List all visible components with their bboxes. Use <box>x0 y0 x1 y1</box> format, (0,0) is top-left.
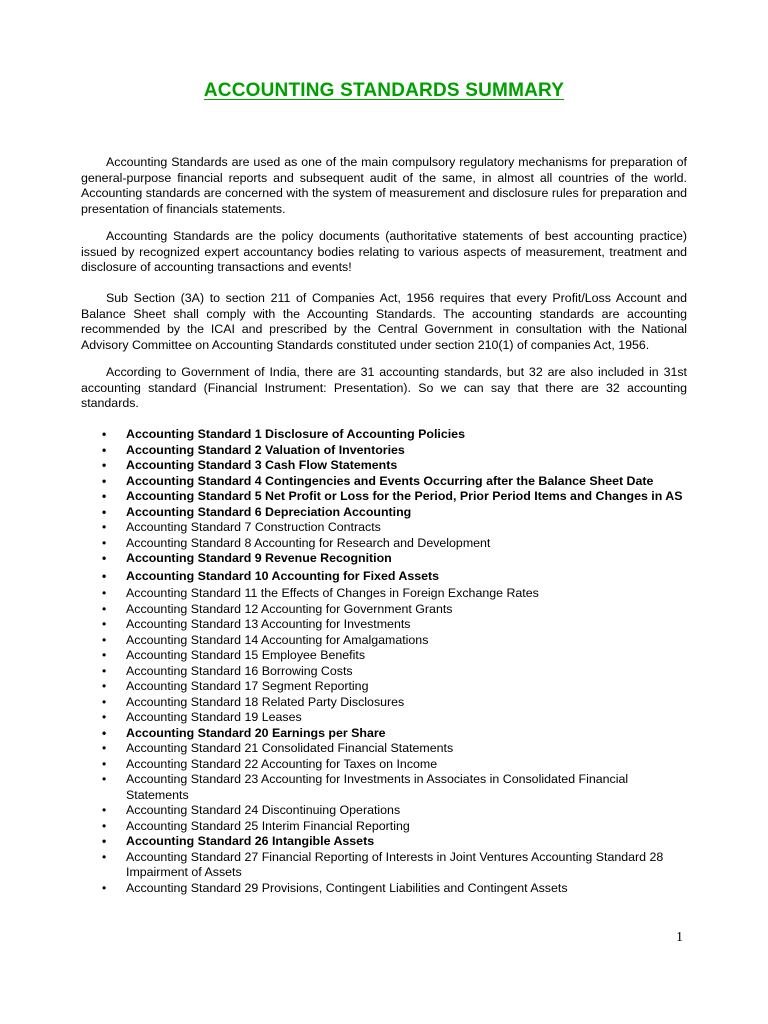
bullet-icon: • <box>102 617 107 631</box>
list-item <box>81 741 691 757</box>
list-item <box>81 834 691 850</box>
list-item <box>81 458 691 474</box>
list-item <box>81 536 691 552</box>
list-item <box>81 505 691 521</box>
bullet-icon: • <box>102 725 107 740</box>
list-item-text: Accounting Standard 23 Accounting for Investments in Associates in Consolidated Financial Statements <box>126 772 629 802</box>
list-item <box>81 757 691 773</box>
intro-paragraph-4: According to Government of India, there are 31 accounting standards, but 32 are also included in 31st accounting standard (Financial Instrument: Presentation). So we can say that there are 32 accounting standards. <box>81 365 687 410</box>
bullet-icon: • <box>102 710 107 724</box>
list-item-text: Accounting Standard 24 Discontinuing Operations <box>126 803 401 817</box>
list-item-text: Accounting Standard 21 Consolidated Financial Statements <box>126 741 454 755</box>
list-item-text: Accounting Standard 8 Accounting for Research and Development <box>126 535 491 550</box>
bullet-icon: • <box>102 427 107 441</box>
list-item-text: Accounting Standard 17 Segment Reporting <box>126 679 369 693</box>
bullet-icon: • <box>102 880 107 895</box>
bullet-icon: • <box>102 458 107 472</box>
list-item <box>81 551 691 567</box>
bullet-icon: • <box>102 679 107 693</box>
list-item <box>81 772 691 803</box>
bullet-icon: • <box>102 632 107 647</box>
list-item-text: Accounting Standard 15 Employee Benefits <box>126 648 366 662</box>
bullet-icon: • <box>102 756 107 771</box>
list-item <box>81 489 691 505</box>
document-title: ACCOUNTING STANDARDS SUMMARY <box>203 80 565 101</box>
bullet-icon: • <box>102 535 107 550</box>
list-item <box>81 602 691 618</box>
bullet-icon: • <box>102 818 107 833</box>
page-number: 1 <box>676 930 683 945</box>
bullet-icon: • <box>102 473 107 488</box>
bullet-icon: • <box>102 803 107 817</box>
bullet-icon: • <box>102 504 107 519</box>
list-item-text: Accounting Standard 3 Cash Flow Statements <box>126 458 398 472</box>
list-item-text: Accounting Standard 12 Accounting for Government Grants <box>126 601 453 616</box>
bullet-icon: • <box>102 601 107 616</box>
list-item <box>81 710 691 726</box>
bullet-icon: • <box>102 586 107 600</box>
list-item-text: Accounting Standard 14 Accounting for Amalgamations <box>126 632 429 647</box>
list-item <box>81 427 691 443</box>
bullet-icon: • <box>102 741 107 755</box>
bullet-icon: • <box>102 694 107 709</box>
list-item-text: Accounting Standard 5 Net Profit or Loss for the Period, Prior Period Items and Changes in AS <box>126 489 683 503</box>
list-item-text: Accounting Standard 18 Related Party Disclosures <box>126 694 405 709</box>
list-item-text: Accounting Standard 10 Accounting for Fixed Assets <box>126 568 440 583</box>
list-item-text: Accounting Standard 27 Financial Reporting of Interests in Joint Ventures Accounting Standard 28 Impairment of Assets <box>126 849 664 879</box>
list-item-text: Accounting Standard 25 Interim Financial Reporting <box>126 818 410 833</box>
list-item-text: Accounting Standard 4 Contingencies and Events Occurring after the Balance Sheet Date <box>126 473 654 488</box>
list-item <box>81 648 691 664</box>
list-item <box>81 569 691 585</box>
list-item <box>81 819 691 835</box>
list-item-text: Accounting Standard 29 Provisions, Contingent Liabilities and Contingent Assets <box>126 880 568 895</box>
list-item-text: Accounting Standard 13 Accounting for Investments <box>126 617 411 631</box>
list-item-text: Accounting Standard 1 Disclosure of Accounting Policies <box>126 427 465 441</box>
bullet-icon: • <box>102 849 107 864</box>
bullet-icon: • <box>102 568 107 583</box>
list-item <box>81 881 691 897</box>
list-item-text: Accounting Standard 19 Leases <box>126 710 302 724</box>
bullet-icon: • <box>102 834 107 848</box>
list-item-text: Accounting Standard 2 Valuation of Inventories <box>126 442 405 457</box>
bullet-icon: • <box>102 520 107 534</box>
list-item-text: Accounting Standard 20 Earnings per Share <box>126 725 386 740</box>
list-item <box>81 617 691 633</box>
bullet-icon: • <box>102 442 107 457</box>
list-item <box>81 850 691 881</box>
list-item <box>81 633 691 649</box>
list-item <box>81 520 691 536</box>
list-item <box>81 586 691 602</box>
list-item-text: Accounting Standard 22 Accounting for Taxes on Income <box>126 756 438 771</box>
list-item-text: Accounting Standard 26 Intangible Assets <box>126 834 375 848</box>
bullet-icon: • <box>102 648 107 662</box>
list-item <box>81 664 691 680</box>
intro-paragraph-1: Accounting Standards are used as one of the main compulsory regulatory mechanisms for preparation of general-purpose financial reports and subsequent audit of the same, in almost all countries of the world. Accounting standards are concerned with the system of measurement and disclosure rules for preparation and presentation of financials statements. <box>81 155 687 216</box>
bullet-icon: • <box>102 772 107 786</box>
bullet-icon: • <box>102 551 107 565</box>
list-item-text: Accounting Standard 16 Borrowing Costs <box>126 663 353 678</box>
list-item <box>81 695 691 711</box>
list-item <box>81 726 691 742</box>
list-item <box>81 803 691 819</box>
list-item-text: Accounting Standard 7 Construction Contracts <box>126 520 381 534</box>
list-item-text: Accounting Standard 11 the Effects of Changes in Foreign Exchange Rates <box>126 586 539 600</box>
list-item <box>81 443 691 459</box>
list-item <box>81 474 691 490</box>
bullet-icon: • <box>102 489 107 503</box>
intro-paragraph-3: Sub Section (3A) to section 211 of Companies Act, 1956 requires that every Profit/Loss Account and Balance Sheet shall comply with the Accounting Standards. The accounting standards are accounting recommended by the ICAI and prescribed by the Central Government in consultation with the National Advisory Committee on Accounting Standards constituted under section 210(1) of companies Act, 1956. <box>81 291 687 352</box>
list-item <box>81 679 691 695</box>
standards-list <box>81 427 691 896</box>
intro-paragraph-2: Accounting Standards are the policy documents (authoritative statements of best accounting practice) issued by recognized expert accountancy bodies relating to various aspects of measurement, treatment and disclosure of accounting transactions and events! <box>81 229 687 274</box>
list-item-text: Accounting Standard 9 Revenue Recognition <box>126 551 392 565</box>
bullet-icon: • <box>102 663 107 678</box>
list-item-text: Accounting Standard 6 Depreciation Accounting <box>126 504 412 519</box>
